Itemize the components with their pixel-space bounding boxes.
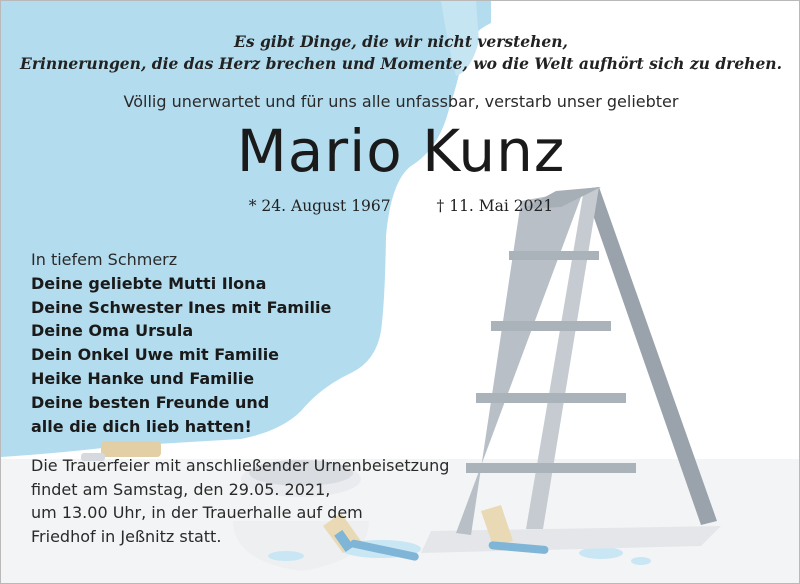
death-date: † 11. Mai 2021 bbox=[436, 197, 554, 215]
service-line: Die Trauerfeier mit anschließender Urnenbeisetzung bbox=[31, 456, 450, 475]
notice-content bbox=[1, 1, 800, 584]
mourner-row: Deine Schwester Ines mit Familie bbox=[31, 297, 332, 317]
birth-date: * 24. August 1967 bbox=[248, 197, 391, 215]
service-line: findet am Samstag, den 29.05. 2021, bbox=[31, 479, 331, 499]
mourner-row: alle die dich lieb hatten! bbox=[31, 416, 252, 436]
deceased-name: Mario Kunz bbox=[236, 117, 566, 185]
mourner-row: Dein Onkel Uwe mit Familie bbox=[31, 345, 280, 365]
intro-text: Völlig unerwartet und für uns alle unfassbar, verstarb unser geliebter bbox=[123, 92, 679, 111]
mourner-row: Deine Oma Ursula bbox=[31, 321, 194, 341]
service-line: um 13.00 Uhr, in der Trauerhalle auf dem bbox=[31, 503, 363, 522]
mourner-row: Heike Hanke und Familie bbox=[31, 368, 255, 388]
mourner-row: Deine geliebte Mutti Ilona bbox=[31, 273, 267, 293]
life-dates bbox=[1, 197, 800, 215]
quote-line: Es gibt Dinge, die wir nicht verstehen, bbox=[234, 32, 568, 51]
mourners-lead: In tiefem Schmerz bbox=[31, 250, 178, 269]
mourner-row: Deine besten Freunde und bbox=[31, 392, 270, 412]
service-line: Friedhof in Jeßnitz statt. bbox=[31, 526, 222, 546]
quote bbox=[1, 31, 800, 75]
mourners-list bbox=[31, 248, 331, 438]
quote-line: Erinnerungen, die das Herz brechen und Momente, wo die Welt aufhört sich zu drehen. bbox=[20, 54, 782, 73]
service-info bbox=[31, 454, 449, 548]
